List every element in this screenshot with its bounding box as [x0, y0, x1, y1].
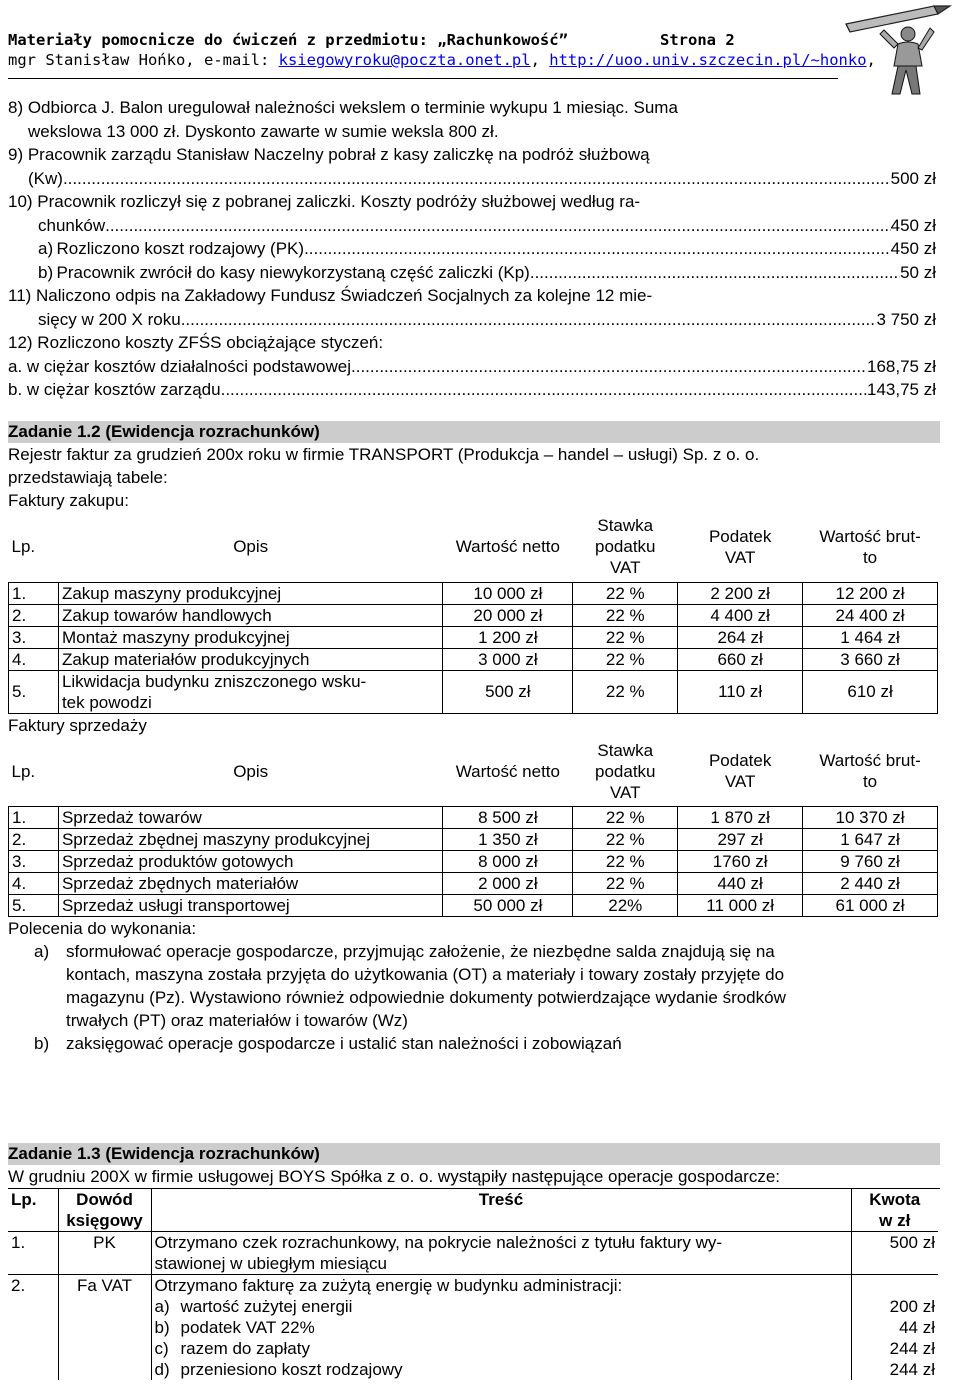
- table-row: [9, 670, 938, 713]
- leader-dots: [530, 261, 900, 285]
- col-stawka-l2: podatku: [595, 761, 656, 781]
- op-line: [8, 331, 936, 355]
- op-amount: 3 750 zł: [876, 309, 936, 329]
- op-line: [8, 143, 936, 167]
- col-kwota-l1: Kwota: [869, 1190, 921, 1209]
- tresc-item: [155, 1296, 848, 1317]
- cell-stawka: 22 %: [573, 670, 678, 713]
- op-text: (Kw): [28, 168, 63, 188]
- op-text: a. w ciężar kosztów działalności podstawowej: [8, 356, 351, 376]
- col-podatek: [678, 512, 803, 582]
- cell-netto: 1 350 zł: [443, 829, 573, 851]
- table-row: [8, 1275, 938, 1381]
- cell-vat: 1 870 zł: [678, 807, 803, 829]
- op-line: [8, 120, 936, 144]
- leader-dots: [181, 308, 877, 332]
- cell-netto: 3 000 zł: [443, 648, 573, 670]
- cell-vat: 1760 zł: [678, 851, 803, 873]
- tresc-item: [155, 1338, 848, 1359]
- cell-opis: Montaż maszyny produkcyjnej: [58, 626, 442, 648]
- cell-kwota: 500 zł: [851, 1232, 938, 1275]
- op-line: [8, 378, 936, 402]
- op-text: b. w ciężar kosztów zarządu: [8, 380, 221, 399]
- leader-dots: [63, 167, 891, 191]
- header-title: Materiały pomocnicze do ćwiczeń z przedmiotu: „Rachunkowość”: [8, 31, 568, 49]
- cell-opis: Zakup maszyny produkcyjnej: [58, 582, 442, 604]
- cell-stawka: 22 %: [573, 604, 678, 626]
- cell-opis: Sprzedaż zbędnej maszyny produkcyjnej: [58, 829, 442, 851]
- leader-dots: [221, 378, 867, 402]
- cell-vat: 110 zł: [678, 670, 803, 713]
- command-line: kontach, maszyna została przyjęta do użytkowania (OT) a materiały i towary zostały przyjęte do: [66, 965, 785, 984]
- cell-stawka: 22 %: [573, 648, 678, 670]
- item-text: przeniesiono koszt rodzajowy: [180, 1360, 403, 1379]
- op-amount: 143,75 zł: [867, 380, 936, 399]
- col-podatek: [678, 737, 803, 807]
- item-marker: a): [154, 1297, 170, 1316]
- table-row: [9, 807, 938, 829]
- cell-stawka: 22 %: [573, 851, 678, 873]
- op-amount: 500 zł: [890, 168, 936, 188]
- op-line: [8, 190, 936, 214]
- col-stawka: [573, 512, 678, 582]
- cell-brutto: 9 760 zł: [803, 851, 938, 873]
- op-line: [8, 284, 936, 308]
- cell-netto: 8 500 zł: [443, 807, 573, 829]
- leader-dots: [304, 237, 891, 261]
- cell-netto: 1 200 zł: [443, 626, 573, 648]
- cell-opis: [58, 670, 442, 713]
- cell-brutto: 1 647 zł: [803, 829, 938, 851]
- op-line: [8, 167, 936, 191]
- command-line: sformułować operacje gospodarcze, przyjmując założenie, że niezbędne salda znajdują się na: [66, 942, 775, 961]
- op-amount: 168,75 zł: [867, 356, 936, 376]
- col-podatek-l1: Podatek: [708, 751, 772, 771]
- command-b: [8, 1032, 940, 1055]
- col-brutto: [803, 512, 938, 582]
- table-header-row: [8, 1189, 938, 1232]
- cell-stawka: 22%: [573, 895, 678, 917]
- author-text: mgr Stanisław Hońko, e-mail:: [8, 51, 279, 69]
- operations-list: [8, 96, 936, 402]
- cell-lp: 2.: [9, 829, 59, 851]
- op-line: [8, 261, 936, 285]
- page-number: Strona 2: [660, 31, 735, 49]
- cell-netto: 8 000 zł: [443, 851, 573, 873]
- op-line: [8, 237, 936, 261]
- cell-tresc: [151, 1275, 851, 1381]
- cell-opis: Zakup materiałów produkcyjnych: [58, 648, 442, 670]
- col-stawka: [573, 737, 678, 807]
- cell-lp: 5.: [9, 895, 59, 917]
- col-brutto-l1: Wartość brut-: [819, 751, 921, 771]
- item-kwota: 200 zł: [889, 1297, 935, 1316]
- col-lp: Lp.: [8, 1189, 58, 1232]
- cell-brutto: 12 200 zł: [803, 582, 938, 604]
- command-marker: a): [34, 942, 50, 961]
- cell-lp: 4.: [9, 873, 59, 895]
- leader-dots: [105, 214, 891, 238]
- cell-lp: 1.: [9, 807, 59, 829]
- separator: ,: [530, 51, 550, 69]
- task-1-2-intro-1: Rejestr faktur za grudzień 200x roku w firmie TRANSPORT (Produkcja – handel – usługi) Sp. z o. o.: [8, 445, 760, 464]
- col-kwota: [851, 1189, 938, 1232]
- cell-opis: Sprzedaż zbędnych materiałów: [58, 873, 442, 895]
- op-text: 11) Naliczono odpis na Zakładowy Fundusz Świadczeń Socjalnych za kolejne 12 mie-: [8, 286, 653, 305]
- cell-lp: 1.: [9, 582, 59, 604]
- op-line: [8, 355, 936, 379]
- col-opis: Opis: [58, 737, 442, 807]
- cell-vat: 440 zł: [678, 873, 803, 895]
- col-netto: Wartość netto: [443, 737, 573, 807]
- tresc-line: Otrzymano fakturę za zużytą energię w budynku administracji:: [154, 1276, 623, 1295]
- col-stawka-l1: Stawka: [597, 516, 654, 536]
- col-podatek-l2: VAT: [724, 547, 756, 567]
- table-row: [9, 648, 938, 670]
- item-text: podatek VAT 22%: [180, 1318, 315, 1337]
- col-netto: Wartość netto: [443, 512, 573, 582]
- task-1-3: [8, 1143, 940, 1380]
- op-amount: 50 zł: [900, 262, 936, 282]
- op-text: 12) Rozliczono koszty ZFŚS obciążające styczeń:: [8, 333, 384, 352]
- col-dowod-l1: Dowód: [76, 1190, 133, 1209]
- item-text: razem do zapłaty: [180, 1339, 310, 1358]
- cell-lp: 3.: [9, 626, 59, 648]
- cell-opis-l1: Likwidacja budynku zniszczonego wsku-: [61, 671, 367, 691]
- item-text: wartość zużytej energii: [180, 1297, 353, 1316]
- op-text: sięcy w 200 X roku: [38, 309, 181, 329]
- task-1-2: [8, 421, 940, 1055]
- cell-vat: 4 400 zł: [678, 604, 803, 626]
- cell-kwota: [851, 1275, 938, 1381]
- cell-stawka: 22 %: [573, 626, 678, 648]
- cell-netto: 10 000 zł: [443, 582, 573, 604]
- command-line: trwałych (PT) oraz materiałów i towarów (Wz): [66, 1011, 408, 1030]
- cell-brutto: 1 464 zł: [803, 626, 938, 648]
- cell-opis: Zakup towarów handlowych: [58, 604, 442, 626]
- tresc-line: Otrzymano czek rozrachunkowy, na pokrycie należności z tytułu faktury wy-: [154, 1233, 723, 1252]
- cell-stawka: 22 %: [573, 829, 678, 851]
- page-header: [8, 30, 876, 70]
- table-row: [9, 582, 938, 604]
- col-podatek-l1: Podatek: [708, 526, 772, 546]
- command-marker: b): [34, 1034, 50, 1053]
- cell-stawka: 22 %: [573, 807, 678, 829]
- op-line: [8, 308, 936, 332]
- task-1-2-intro-2: przedstawiają tabele:: [8, 468, 168, 487]
- tresc-line: stawionej w ubiegłym miesiącu: [154, 1254, 387, 1273]
- col-stawka-l1: Stawka: [597, 740, 654, 760]
- table-row: [9, 895, 938, 917]
- cell-tresc: [151, 1232, 851, 1275]
- col-lp: Lp.: [9, 512, 59, 582]
- command-line: zaksięgować operacje gospodarcze i ustalić stan należności i zobowiązań: [66, 1034, 622, 1053]
- sales-invoices-table: [8, 737, 938, 918]
- pencil-figure-logo: [842, 4, 954, 100]
- table-row: [9, 873, 938, 895]
- op-text: 10) Pracownik rozliczył się z pobranej zaliczki. Koszty podróży służbowej według ra-: [8, 192, 641, 211]
- op-amount: 450 zł: [890, 215, 936, 235]
- command-line: magazynu (Pz). Wystawiono również odpowiednie dokumenty potwierdzające wydanie środków: [66, 988, 786, 1007]
- task-1-2-title: Zadanie 1.2 (Ewidencja rozrachunków): [8, 421, 940, 443]
- col-stawka-l3: VAT: [609, 782, 641, 802]
- col-podatek-l2: VAT: [724, 772, 756, 792]
- cell-opis: Sprzedaż produktów gotowych: [58, 851, 442, 873]
- cell-netto: 500 zł: [443, 670, 573, 713]
- item-kwota: 44 zł: [899, 1318, 935, 1337]
- tresc-item: [155, 1359, 848, 1380]
- table-row: [9, 626, 938, 648]
- op-text: a) Rozliczono koszt rodzajowy (PK): [38, 239, 305, 258]
- cell-lp: 1.: [8, 1232, 58, 1275]
- purchase-invoices-label: Faktury zakupu:: [8, 491, 129, 510]
- cell-vat: 2 200 zł: [678, 582, 803, 604]
- cell-lp: 2.: [8, 1275, 58, 1381]
- cell-lp: 2.: [9, 604, 59, 626]
- table-row: [9, 851, 938, 873]
- cell-opis: Sprzedaż usługi transportowej: [58, 895, 442, 917]
- cell-dowod: Fa VAT: [58, 1275, 151, 1381]
- cell-brutto: 10 370 zł: [803, 807, 938, 829]
- task-1-3-title: Zadanie 1.3 (Ewidencja rozrachunków): [8, 1143, 940, 1165]
- col-dowod-l2: księgowy: [66, 1211, 143, 1230]
- op-line: [8, 96, 936, 120]
- cell-lp: 5.: [9, 670, 59, 713]
- cell-netto: 2 000 zł: [443, 873, 573, 895]
- sales-invoices-label: Faktury sprzedaży: [8, 715, 147, 735]
- cell-brutto: 24 400 zł: [803, 604, 938, 626]
- op-text: chunków: [38, 215, 106, 235]
- op-line: [8, 214, 936, 238]
- op-text: wekslowa 13 000 zł. Dyskonto zawarte w sumie weksla 800 zł.: [28, 121, 499, 141]
- cell-lp: 3.: [9, 851, 59, 873]
- email-link[interactable]: ksiegowyroku@poczta.onet.pl: [278, 51, 531, 69]
- col-opis: Opis: [58, 512, 442, 582]
- table-row: [9, 604, 938, 626]
- col-lp: Lp.: [9, 737, 59, 807]
- table-row: [8, 1232, 938, 1275]
- header-author: [8, 50, 876, 70]
- task-1-3-intro: W grudniu 200X w firmie usługowej BOYS Spółka z o. o. wystąpiły następujące operacje gospodarcze:: [8, 1165, 940, 1189]
- item-marker: b): [154, 1318, 170, 1337]
- cell-lp: 4.: [9, 648, 59, 670]
- col-brutto-l2: to: [862, 772, 878, 792]
- cell-stawka: 22 %: [573, 582, 678, 604]
- cell-vat: 660 zł: [678, 648, 803, 670]
- op-text: b) Pracownik zwrócił do kasy niewykorzystaną część zaliczki (Kp): [38, 262, 530, 282]
- col-kwota-l2: w zł: [879, 1211, 911, 1230]
- cell-brutto: 610 zł: [803, 670, 938, 713]
- item-kwota: 244 zł: [889, 1339, 935, 1358]
- col-brutto-l2: to: [862, 547, 878, 567]
- col-tresc: Treść: [151, 1189, 851, 1232]
- table-row: [9, 829, 938, 851]
- op-amount: 450 zł: [890, 239, 936, 258]
- cell-vat: 297 zł: [678, 829, 803, 851]
- col-dowod: [58, 1189, 151, 1232]
- command-a: [8, 940, 940, 1032]
- cell-netto: 20 000 zł: [443, 604, 573, 626]
- commands-label: Polecenia do wykonania:: [8, 919, 197, 938]
- cell-opis: Sprzedaż towarów: [58, 807, 442, 829]
- purchase-invoices-table: [8, 512, 938, 714]
- item-marker: c): [154, 1339, 169, 1358]
- table-header-row: [9, 737, 938, 807]
- col-brutto: [803, 737, 938, 807]
- col-stawka-l2: podatku: [595, 537, 656, 557]
- item-kwota: 244 zł: [889, 1360, 935, 1379]
- item-marker: d): [154, 1360, 170, 1379]
- cell-vat: 11 000 zł: [678, 895, 803, 917]
- cell-stawka: 22 %: [573, 873, 678, 895]
- tresc-item: [155, 1317, 848, 1338]
- col-brutto-l1: Wartość brut-: [819, 526, 921, 546]
- col-stawka-l3: VAT: [609, 558, 641, 578]
- suffix: ,: [866, 51, 876, 69]
- cell-vat: 264 zł: [678, 626, 803, 648]
- cell-brutto: 3 660 zł: [803, 648, 938, 670]
- website-link[interactable]: http://uoo.univ.szczecin.pl/~honko: [549, 51, 867, 69]
- op-text: 9) Pracownik zarządu Stanisław Naczelny pobrał z kasy zaliczkę na podróż służbową: [8, 145, 650, 164]
- cell-opis-l2: tek powodzi: [61, 692, 152, 712]
- leader-dots: [351, 355, 867, 379]
- table-header-row: [9, 512, 938, 582]
- operations-table: [8, 1189, 938, 1380]
- cell-dowod: PK: [58, 1232, 151, 1275]
- header-rule: [8, 78, 838, 79]
- cell-brutto: 61 000 zł: [803, 895, 938, 917]
- cell-netto: 50 000 zł: [443, 895, 573, 917]
- cell-brutto: 2 440 zł: [803, 873, 938, 895]
- op-text: 8) Odbiorca J. Balon uregulował należności wekslem o terminie wykupu 1 miesiąc. Suma: [8, 98, 678, 117]
